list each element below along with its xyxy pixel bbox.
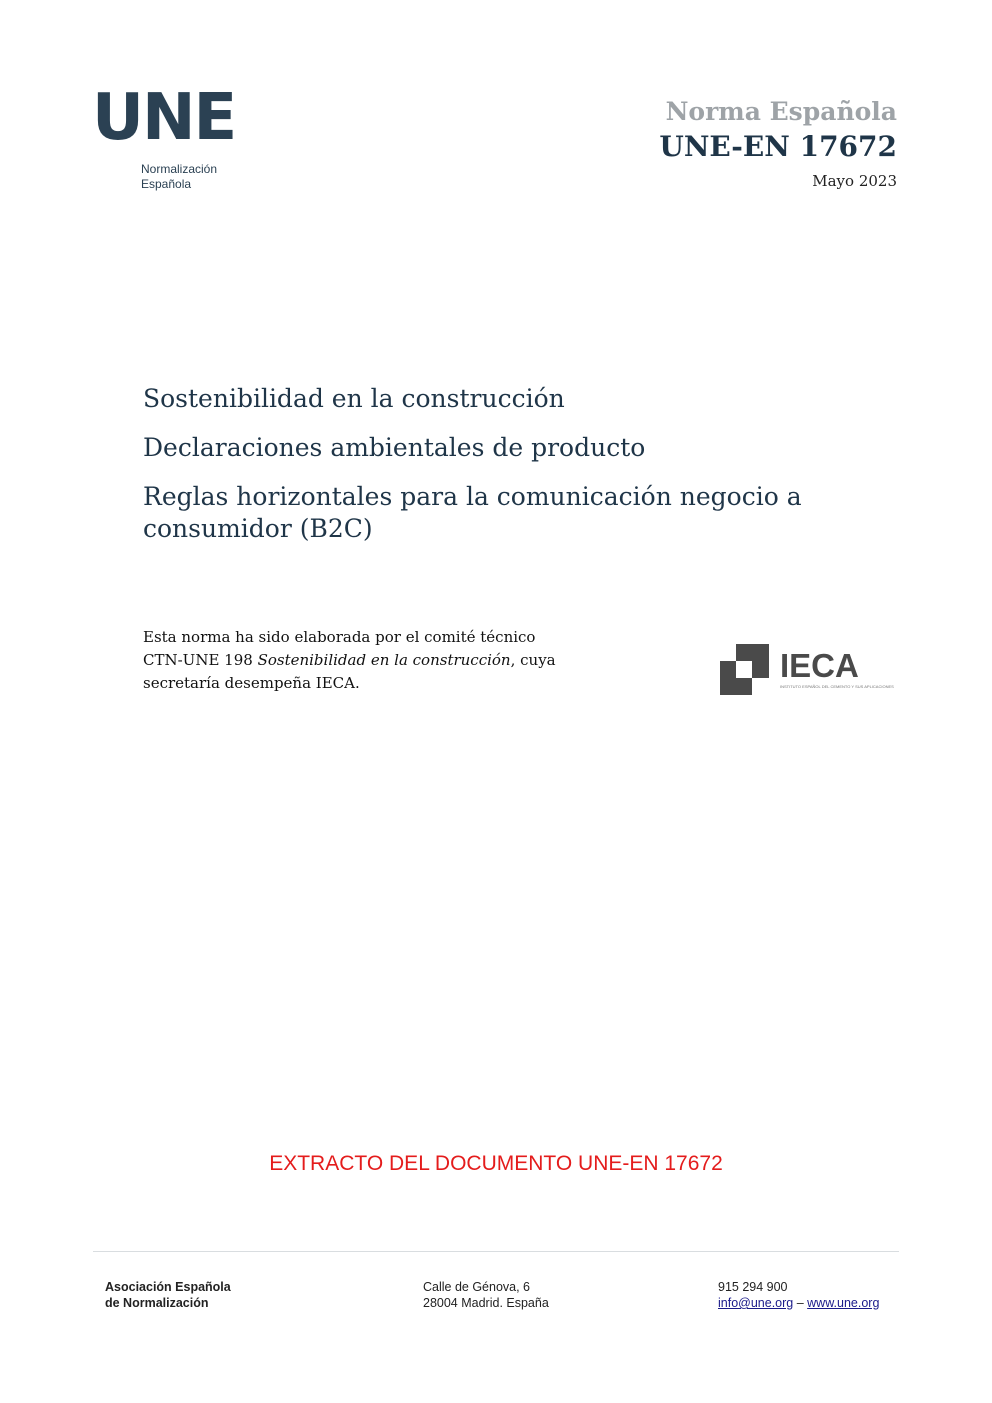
footer-contact [718,1279,879,1311]
committee-line-1: Esta norma ha sido elaborada por el comité técnico [143,628,536,646]
title-line-2: Declaraciones ambientales de producto [143,433,646,462]
footer-phone: 915 294 900 [718,1280,788,1294]
footer-address-line-2: 28004 Madrid. España [423,1296,549,1310]
footer-links [718,1295,879,1311]
committee-statement [143,626,663,695]
title-line-1: Sostenibilidad en la construcción [143,384,565,413]
committee-name: Sostenibilidad en la construcción [257,651,511,669]
footer-divider [93,1251,899,1252]
footer-org-line-2: de Normalización [105,1296,209,1310]
committee-code: CTN-UNE 198 [143,651,258,669]
standard-header [659,96,897,190]
committee-line-2-suffix: , cuya [510,651,556,669]
footer-address [423,1279,549,1311]
publication-date: Mayo 2023 [812,172,897,190]
footer-address-line-1: Calle de Génova, 6 [423,1280,531,1294]
document-titles [143,383,843,562]
committee-line-3: secretaría desempeña IECA. [143,674,360,692]
une-logo-subtitle-line2: Española [141,177,192,191]
title-line-3: Reglas horizontales para la comunicación negocio a consumidor (B2C) [143,482,802,543]
standard-code: UNE-EN 17672 [659,130,897,163]
standard-type-label: Norma Española [665,97,897,126]
footer-org-line-1: Asociación Española [105,1280,231,1294]
ieca-logo-name: IECA [780,647,859,684]
ieca-logo [720,644,894,698]
email-link[interactable]: info@une.org [718,1296,794,1310]
footer-organization [105,1279,231,1311]
website-link[interactable]: www.une.org [807,1296,880,1310]
ieca-logo-tagline: INSTITUTO ESPAÑOL DEL CEMENTO Y SUS APLICACIONES [780,684,894,689]
ieca-logo-mark-icon [720,644,770,696]
une-logo-subtitle-line1: Normalización [141,162,218,176]
committee-line-2 [143,649,663,672]
une-logo-wordmark: UNE [92,81,236,155]
extract-notice: EXTRACTO DEL DOCUMENTO UNE-EN 17672 [269,1152,723,1175]
footer-link-separator: – [793,1296,808,1310]
une-logo [92,81,236,191]
une-logo-subtitle [141,162,261,192]
